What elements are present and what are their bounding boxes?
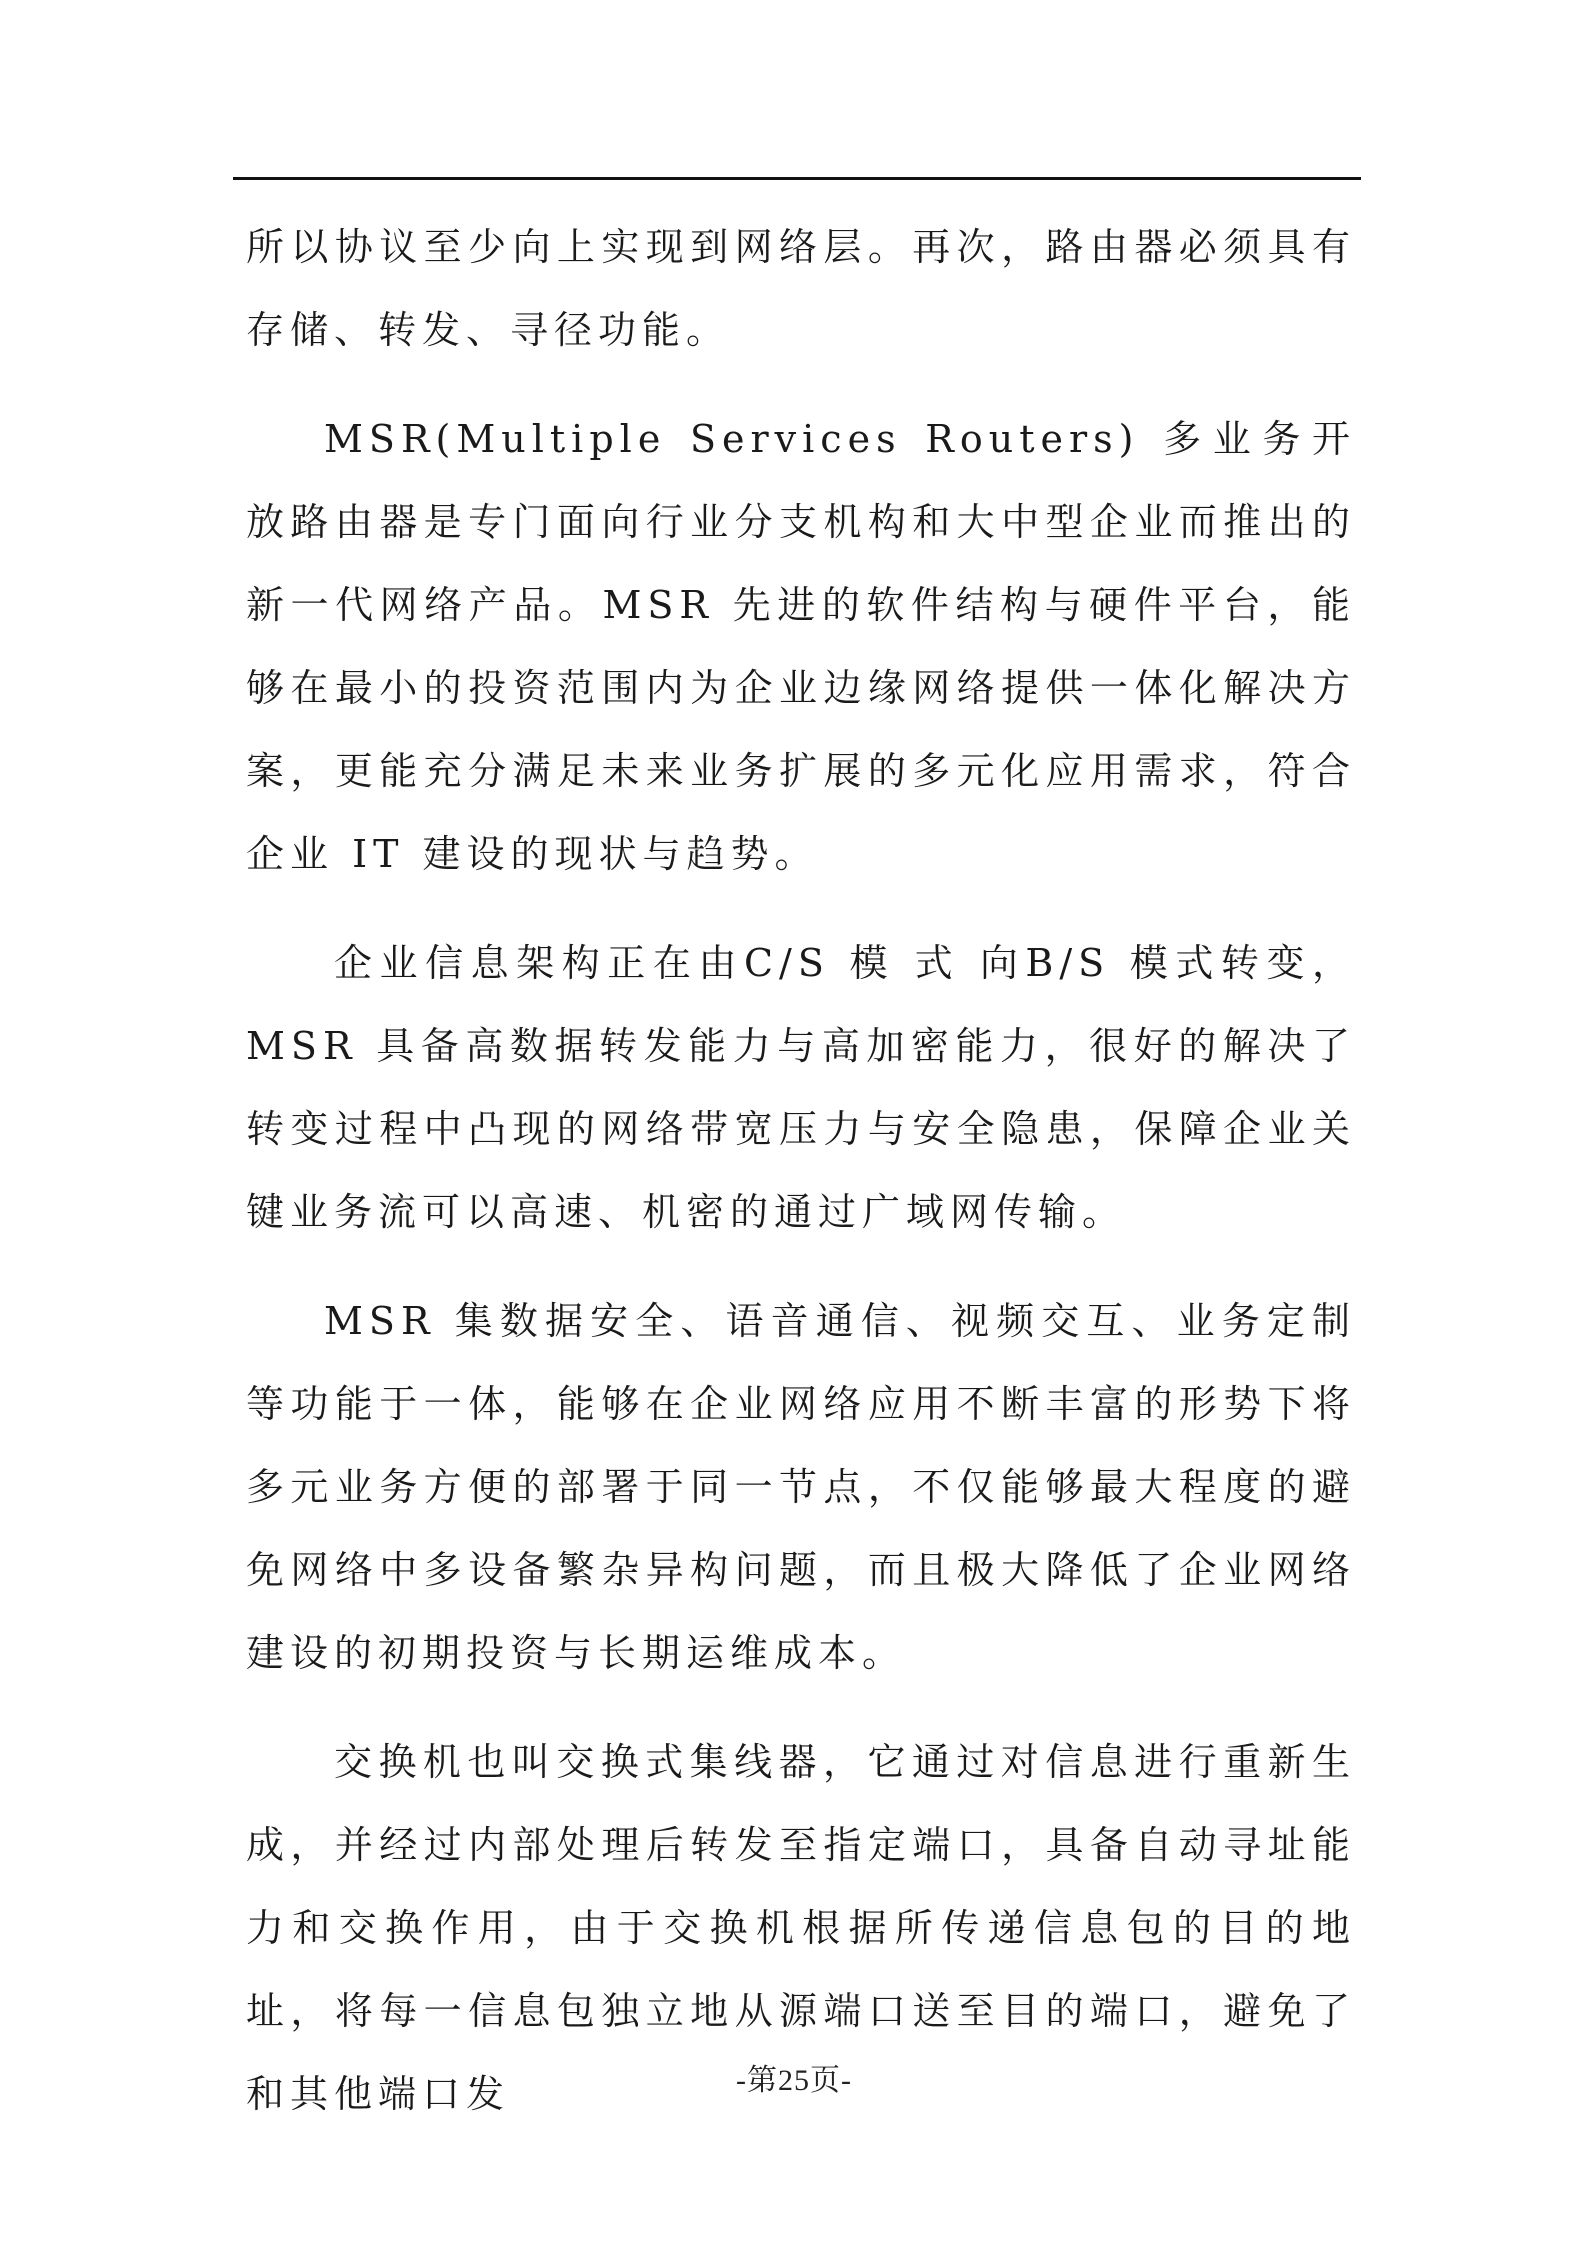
body-text	[246, 206, 1356, 2136]
page-number: -第25页-	[736, 2064, 852, 2097]
paragraph-2: MSR(Multiple Services Routers) 多业务开放路由器是专门面向行业分支机构和大中型企业而推出的新一代网络产品。MSR 先进的软件结构与硬件平台，能够在最小的投资范围内为企业边缘网络提供一体化解决方案，更能充分满足未来业务扩展的多元化应用需求，符合企业 IT 建设的现状与趋势。	[246, 417, 1356, 876]
paragraph-4: MSR 集数据安全、语音通信、视频交互、业务定制等功能于一体，能够在企业网络应用不断丰富的形势下将多元业务方便的部署于同一节点，不仅能够最大程度的避免网络中多设备繁杂异构问题，而且极大降低了企业网络建设的初期投资与长期运维成本。	[246, 1299, 1356, 1675]
paragraph-3: 企业信息架构正在由C/S 模 式 向B/S 模式转变，MSR 具备高数据转发能力与高加密能力，很好的解决了转变过程中凸现的网络带宽压力与安全隐患，保障企业关键业务流可以高速、机密的通过广域网传输。	[246, 941, 1356, 1234]
paragraph-1: 所以协议至少向上实现到网络层。再次，路由器必须具有存储、转发、寻径功能。	[246, 225, 1356, 352]
header-rule	[233, 177, 1361, 180]
paragraph-5: 交换机也叫交换式集线器，它通过对信息进行重新生成，并经过内部处理后转发至指定端口，具备自动寻址能力和交换作用，由于交换机根据所传递信息包的目的地址，将每一信息包独立地从源端口送至目的端口，避免了和其他端口发	[246, 1740, 1356, 2116]
